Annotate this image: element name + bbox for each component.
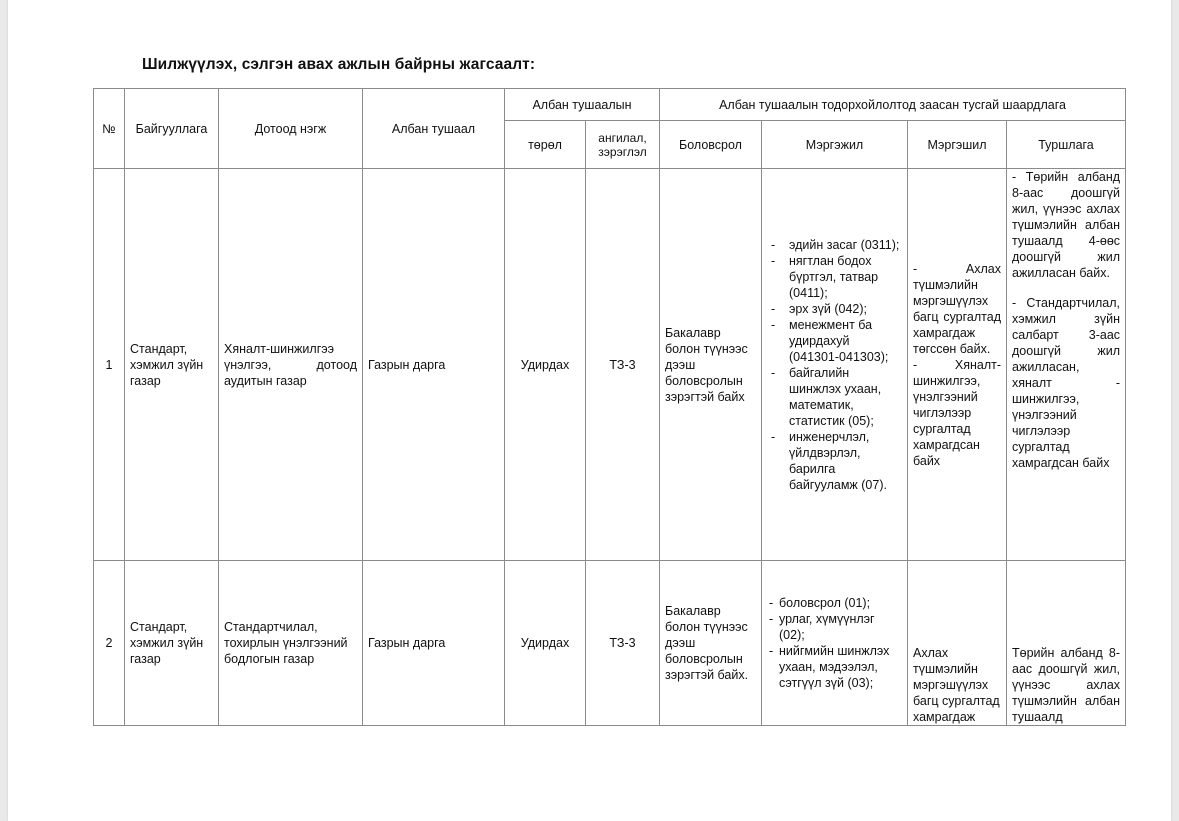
header-organization: Байгууллага (125, 89, 219, 169)
cell-organization: Стандарт, хэмжил зүйн газар (125, 561, 219, 726)
list-item: - байгалийн шинжлэх ухаан, математик, статистик (05); (767, 365, 902, 429)
list-item: - инженерчлэл, үйлдвэрлэл, барилга байгууламж (07). (767, 429, 902, 493)
list-item: - нягтлан бодох бүртгэл, татвар (0411); (767, 253, 902, 301)
cell-profession (762, 169, 908, 561)
cell-category: ТЗ-3 (586, 561, 660, 726)
cell-experience (1007, 561, 1126, 726)
profession-list (767, 237, 902, 493)
header-category: ангилал, зэрэглэл (586, 121, 660, 169)
cell-no: 2 (94, 561, 125, 726)
specialization-item: - Ахлах түшмэлийн мэргэшүүлэх багц сургалтад хамрагдаж төгссөн байх. (913, 261, 1001, 356)
cell-internal-unit: Хяналт-шинжилгээ үнэлгээ, дотоод аудитын газар (219, 169, 363, 561)
header-row-1 (94, 89, 1126, 121)
specialization-item: - Хяналт-шинжилгээ, үнэлгээний чиглэлээр сургалтад хамрагдсан байх (913, 357, 1001, 468)
header-type: төрөл (505, 121, 586, 169)
header-education: Боловсрол (660, 121, 762, 169)
list-item: - менежмент ба удирдахуй (041301-041303); (767, 317, 902, 365)
cell-experience (1007, 169, 1126, 561)
cell-position: Газрын дарга (363, 169, 505, 561)
experience-item: Төрийн албанд 8-аас доошгүй жил, үүнээс ахлах түшмэлийн албан тушаалд (1012, 646, 1121, 724)
cell-education: Бакалавр болон түүнээс дээш боловсролын зэрэгтэй байх. (660, 561, 762, 726)
header-experience: Туршлага (1007, 121, 1126, 169)
header-position: Албан тушаал (363, 89, 505, 169)
cell-profession (762, 561, 908, 726)
table-row (94, 561, 1126, 726)
specialization-item: Ахлах түшмэлийн мэргэшүүлэх багц сургалтад хамрагдаж (913, 646, 1000, 724)
profession-list (767, 595, 902, 691)
header-internal-unit: Дотоод нэгж (219, 89, 363, 169)
list-item: - эдийн засаг (0311); (767, 237, 902, 253)
list-item: - урлаг, хүмүүнлэг (02); (767, 611, 902, 643)
header-profession: Мэргэжил (762, 121, 908, 169)
cell-type: Удирдах (505, 561, 586, 726)
cell-specialization (908, 169, 1007, 561)
cell-specialization (908, 561, 1007, 726)
list-item: - нийгмийн шинжлэх ухаан, мэдээлэл, сэтгүүл зүй (03); (767, 643, 902, 691)
header-specialization: Мэргэшил (908, 121, 1007, 169)
cell-position: Газрын дарга (363, 561, 505, 726)
header-position-group: Албан тушаалын (505, 89, 660, 121)
list-item: - боловсрол (01); (767, 595, 902, 611)
experience-item: - Төрийн албанд 8-аас доошгүй жил, үүнээс ахлах түшмэлийн албан тушаалд 4-өөс доошгүй жил ажилласан байх. (1012, 170, 1121, 280)
cell-internal-unit: Стандартчилал, тохирлын үнэлгээний бодлогын газар (219, 561, 363, 726)
experience-item: - Стандартчилал, хэмжил зүйн салбарт 3-аас доошгүй жил ажилласан, хяналт - шинжилгээ, үнэлгээний чиглэлээр сургалтад хамрагдсан байх (1012, 296, 1121, 470)
header-no: № (94, 89, 125, 169)
cell-type: Удирдах (505, 169, 586, 561)
document-title: Шилжүүлэх, сэлгэн авах ажлын байрны жагсаалт: (142, 56, 536, 73)
list-item: - эрх зүй (042); (767, 301, 902, 317)
vacancy-table (93, 88, 1126, 726)
cell-category: ТЗ-3 (586, 169, 660, 561)
header-requirements-group: Албан тушаалын тодорхойлолтод заасан тусгай шаардлага (660, 89, 1126, 121)
cell-no: 1 (94, 169, 125, 561)
table-row (94, 169, 1126, 561)
document-page (8, 0, 1171, 821)
cell-education: Бакалавр болон түүнээс дээш боловсролын зэрэгтэй байх (660, 169, 762, 561)
cell-organization: Стандарт, хэмжил зүйн газар (125, 169, 219, 561)
